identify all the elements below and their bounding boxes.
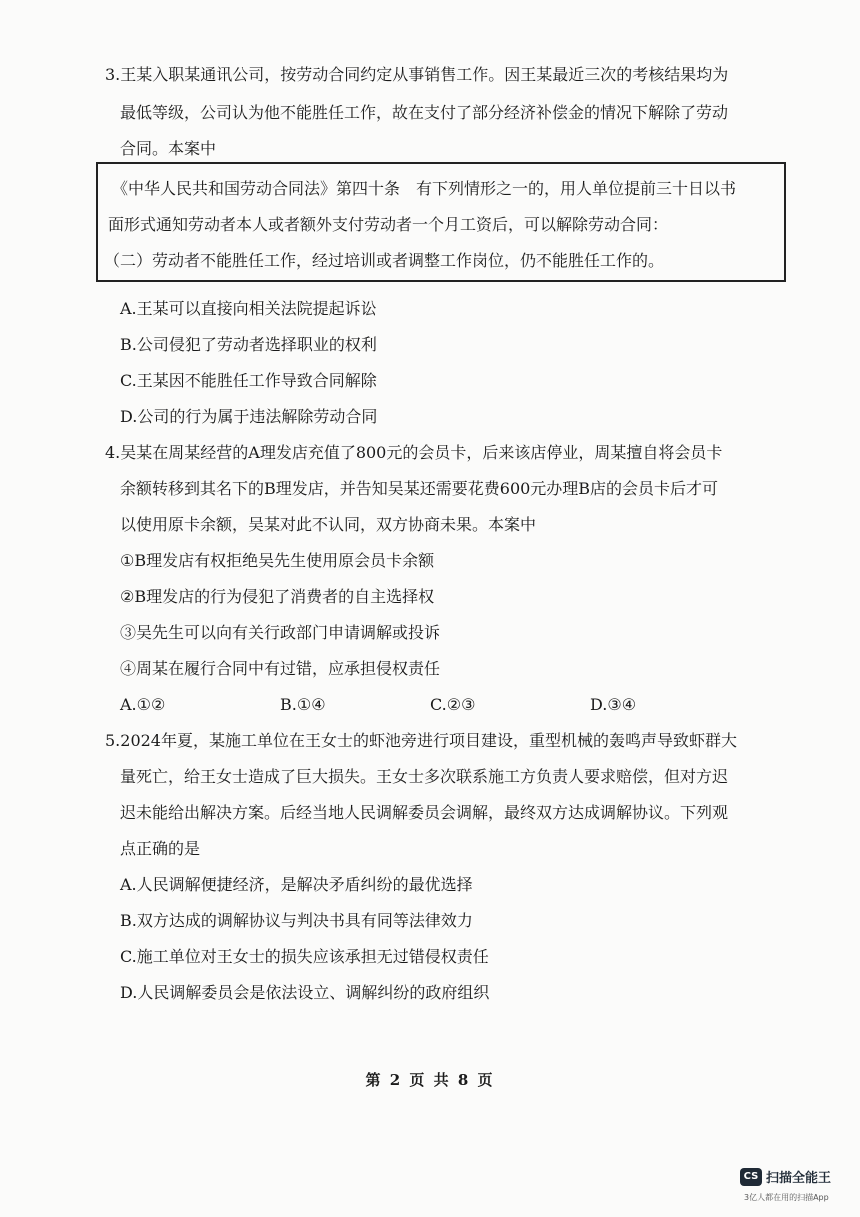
q3-stem-line-3: 合同。本案中: [120, 139, 217, 158]
q5-option-b: B.双方达成的调解协议与判决书具有同等法律效力: [120, 911, 473, 930]
q5-option-a: A.人民调解便捷经济，是解决矛盾纠纷的最优选择: [120, 875, 473, 894]
law-line-3: （二）劳动者不能胜任工作，经过培训或者调整工作岗位，仍不能胜任工作的。: [104, 251, 665, 270]
q4-item-2: ②B理发店的行为侵犯了消费者的自主选择权: [120, 587, 435, 606]
q5-stem-line-3: 迟未能给出解决方案。后经当地人民调解委员会调解，最终双方达成调解协议。下列观: [120, 803, 729, 822]
q4-item-1: ①B理发店有权拒绝吴先生使用原会员卡余额: [120, 551, 435, 570]
q4-option-c: C.②③: [430, 695, 476, 714]
law-excerpt-box: [96, 162, 786, 282]
q3-option-b: B.公司侵犯了劳动者选择职业的权利: [120, 335, 377, 354]
q5-stem-line-4: 点正确的是: [120, 839, 201, 858]
q3-option-c: C.王某因不能胜任工作导致合同解除: [120, 371, 377, 390]
watermark-app-name: 扫描全能王: [766, 1171, 832, 1186]
camscanner-logo-icon: CS: [740, 1168, 762, 1186]
law-line-2: 面形式通知劳动者本人或者额外支付劳动者一个月工资后，可以解除劳动合同：: [108, 215, 669, 234]
q5-stem-line-1: 5.2024年夏，某施工单位在王女士的虾池旁进行项目建设，重型机械的轰鸣声导致虾群大: [105, 731, 737, 750]
q5-stem-line-2: 量死亡，给王女士造成了巨大损失。王女士多次联系施工方负责人要求赔偿，但对方迟: [120, 767, 729, 786]
q3-stem-line-1: 3.王某入职某通讯公司，按劳动合同约定从事销售工作。因王某最近三次的考核结果均为: [105, 65, 729, 84]
q3-option-d: D.公司的行为属于违法解除劳动合同: [120, 407, 378, 426]
q4-stem-line-3: 以使用原卡余额，吴某对此不认同，双方协商未果。本案中: [120, 515, 537, 534]
q4-stem-line-1: 4.吴某在周某经营的A理发店充值了800元的会员卡，后来该店停业，周某擅自将会员卡: [105, 443, 723, 462]
scanner-watermark: [740, 1168, 855, 1208]
watermark-tagline: 3亿人都在用的扫描App: [744, 1193, 829, 1202]
q5-option-c: C.施工单位对王女士的损失应该承担无过错侵权责任: [120, 947, 489, 966]
q3-stem-line-2: 最低等级，公司认为他不能胜任工作，故在支付了部分经济补偿金的情况下解除了劳动: [120, 103, 729, 122]
page-number: 第 2 页 共 8 页: [365, 1071, 495, 1089]
q4-option-d: D.③④: [590, 695, 637, 714]
q4-option-b: B.①④: [280, 695, 326, 714]
q4-stem-line-2: 余额转移到其名下的B理发店，并告知吴某还需要花费600元办理B店的会员卡后才可: [120, 479, 719, 498]
q5-option-d: D.人民调解委员会是依法设立、调解纠纷的政府组织: [120, 983, 490, 1002]
law-line-1: 《中华人民共和国劳动合同法》第四十条 有下列情形之一的，用人单位提前三十日以书: [112, 179, 737, 198]
q4-item-3: ③吴先生可以向有关行政部门申请调解或投诉: [120, 623, 441, 642]
q4-option-a: A.①②: [120, 695, 166, 714]
q4-item-4: ④周某在履行合同中有过错，应承担侵权责任: [120, 659, 441, 678]
q3-option-a: A.王某可以直接向相关法院提起诉讼: [120, 299, 377, 318]
